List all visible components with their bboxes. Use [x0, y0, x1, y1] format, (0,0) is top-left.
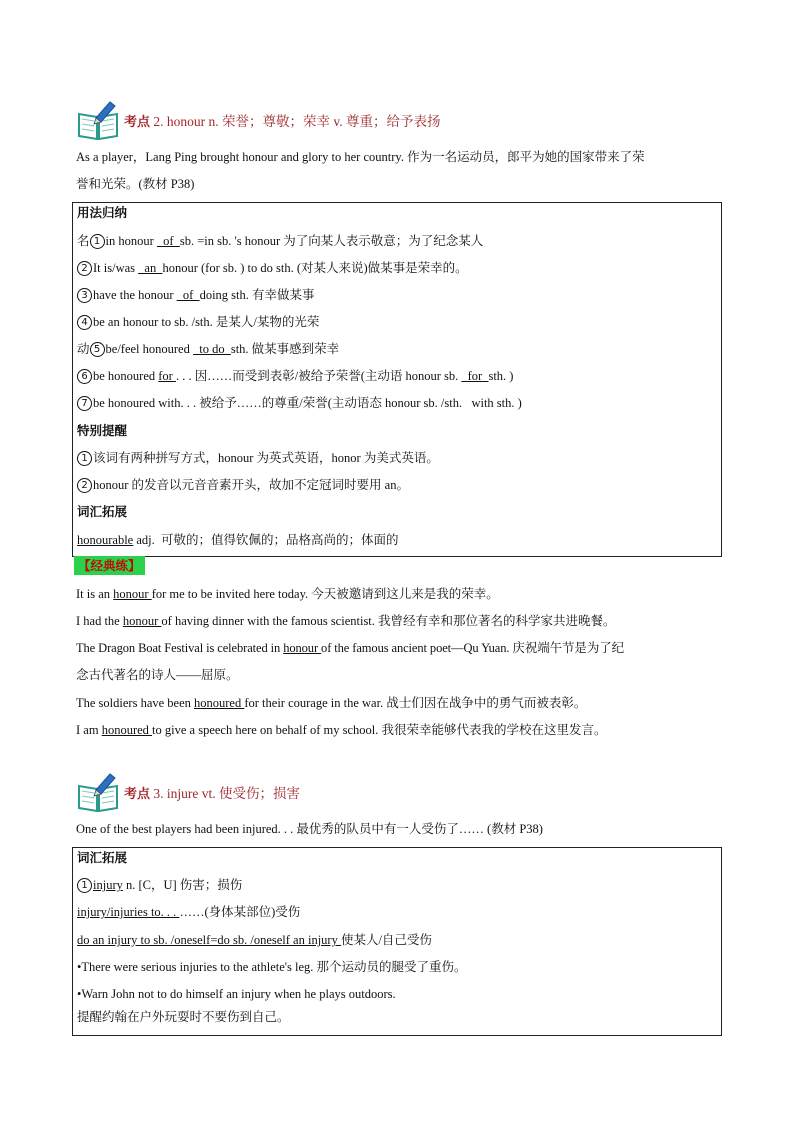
vocab-heading: 词汇拓展 — [77, 850, 128, 865]
answer-blank: to do — [192, 342, 231, 356]
section-2-title-text: 2. honour n. 荣誉；尊敬；荣幸 v. 尊重；给予表扬 — [153, 114, 441, 129]
practice-line — [76, 585, 499, 603]
text: sth. ) — [488, 369, 514, 383]
example-1: •There were serious injuries to the athlete's leg. 那个运动员的腿受了重伤。 — [77, 960, 467, 974]
text: be/feel honoured — [105, 342, 193, 356]
text: doing sth. 有幸做某事 — [199, 288, 315, 302]
text: I had the — [76, 614, 123, 628]
usage-heading: 用法归纳 — [77, 205, 128, 220]
usage-item-3 — [77, 286, 315, 304]
text: for their courage in the war. 战士们因在战争中的勇气而被表彰。 — [244, 696, 587, 710]
vocab-item-1 — [77, 876, 242, 894]
text: for me to be invited here today. 今天被邀请到这儿来是我的荣幸。 — [151, 587, 499, 601]
text: to give a speech here on behalf of my school. 我很荣幸能够代表我的学校在这里发言。 — [152, 723, 607, 737]
vocab-item — [77, 531, 399, 549]
answer-word: honoured — [101, 723, 153, 737]
answer-word: honoured — [194, 696, 245, 710]
verb-prefix: 动 — [77, 342, 90, 356]
note-item-2 — [77, 476, 409, 494]
practice-line — [76, 612, 616, 630]
example-2: •Warn John not to do himself an injury when he plays outdoors. — [77, 987, 396, 1001]
section-3-intro: One of the best players had been injured. . . 最优秀的队员中有一人受伤了…… (教材 P38) — [76, 822, 543, 836]
practice-line — [76, 639, 624, 657]
text: have the honour — [93, 288, 177, 302]
text: sth. 做某事感到荣幸 — [230, 342, 340, 356]
book-pencil-icon — [76, 772, 120, 812]
vocab-word: injury — [93, 878, 123, 892]
answer-word: honour — [283, 641, 322, 655]
circled-number: 4 — [77, 315, 92, 330]
intro-line-2: 誉和光荣。(教材 P38) — [76, 177, 195, 191]
circled-number: 6 — [77, 369, 92, 384]
text: sb. =in sb. 's honour 为了向某人表示敬意；为了纪念某人 — [179, 234, 484, 248]
text: It is/was — [93, 261, 139, 275]
usage-item-1 — [77, 232, 483, 250]
vocab-box — [72, 847, 722, 1036]
text: in honour — [105, 234, 157, 248]
text: adj. 可敬的；值得钦佩的；品格高尚的；体面的 — [133, 533, 399, 547]
answer-blank: for — [158, 369, 176, 383]
circled-number: 1 — [90, 234, 105, 249]
usage-item-5 — [77, 340, 339, 358]
text: 使某人/自己受伤 — [340, 933, 432, 947]
practice-line — [76, 666, 239, 684]
note-item-1 — [77, 449, 439, 467]
section-3-title — [124, 782, 300, 802]
circled-number: 2 — [77, 478, 92, 493]
practice-tag: 【经典练】 — [74, 556, 145, 575]
vocab-word: honourable — [77, 533, 134, 547]
answer-blank: an — [138, 261, 163, 275]
section-3-title-text: 3. injure vt. 使受伤；损害 — [153, 786, 301, 801]
book-pencil-icon — [76, 100, 120, 140]
text: honour 的发音以元音音素开头，故加不定冠词时要用 an。 — [93, 478, 409, 492]
text: of the famous ancient poet—Qu Yuan. 庆祝端午节是为了纪 — [321, 641, 625, 655]
usage-item-6 — [77, 367, 513, 385]
vocab-item-2 — [77, 903, 300, 921]
text: It is an — [76, 587, 114, 601]
text: The soldiers have been — [76, 696, 195, 710]
text: be an honour to sb. /sth. 是某人/某物的光荣 — [93, 315, 320, 329]
vocab-heading: 词汇拓展 — [77, 504, 128, 519]
usage-item-2 — [77, 259, 468, 277]
circled-number: 5 — [90, 342, 105, 357]
phrase: injury/injuries to. . . — [77, 905, 180, 919]
usage-item-7 — [77, 394, 522, 412]
text: . . . 因……而受到表彰/被给予荣誉(主动语 honour sb. — [175, 369, 462, 383]
text: n. [C，U] 伤害；损伤 — [122, 878, 243, 892]
section-2-title — [124, 110, 441, 130]
practice-line — [76, 721, 606, 739]
answer-blank: of — [176, 288, 200, 302]
section-3-header — [76, 770, 300, 814]
usage-box — [72, 202, 722, 557]
text: The Dragon Boat Festival is celebrated in — [76, 641, 284, 655]
usage-item-4 — [77, 313, 319, 331]
phrase: do an injury to sb. /oneself=do sb. /oneself an injury — [77, 933, 341, 947]
text: be honoured with. . . 被给予……的尊重/荣誉(主动语态 honour sb. /sth. with sth. ) — [93, 396, 522, 410]
circled-number: 3 — [77, 288, 92, 303]
text: 该词有两种拼写方式，honour 为英式英语，honor 为美式英语。 — [93, 451, 439, 465]
section-2-header — [76, 98, 441, 142]
text: be honoured — [93, 369, 159, 383]
circled-number: 1 — [77, 878, 92, 893]
text: 念古代著名的诗人——屈原。 — [76, 668, 239, 682]
example-2-translation: 提醒约翰在户外玩耍时不要伤到自己。 — [77, 1010, 290, 1024]
text: honour (for sb. ) to do sth. (对某人来说)做某事是荣幸的。 — [162, 261, 468, 275]
text: I am — [76, 723, 102, 737]
note-heading: 特别提醒 — [77, 423, 128, 438]
answer-blank: for — [461, 369, 489, 383]
answer-blank: of — [156, 234, 180, 248]
kaodian-label: 考点 — [124, 787, 151, 802]
circled-number: 7 — [77, 396, 92, 411]
noun-prefix: 名 — [77, 234, 90, 248]
kaodian-label: 考点 — [124, 115, 151, 130]
intro-line-1: As a player，Lang Ping brought honour and glory to her country. 作为一名运动员，郎平为她的国家带来了荣 — [76, 150, 645, 164]
vocab-item-3 — [77, 931, 432, 949]
answer-word: honour — [113, 587, 152, 601]
text: of having dinner with the famous scientist. 我曾经有幸和那位著名的科学家共进晚餐。 — [161, 614, 616, 628]
answer-word: honour — [122, 614, 162, 628]
circled-number: 1 — [77, 451, 92, 466]
text: ……(身体某部位)受伤 — [179, 905, 301, 919]
circled-number: 2 — [77, 261, 92, 276]
practice-line — [76, 694, 586, 712]
